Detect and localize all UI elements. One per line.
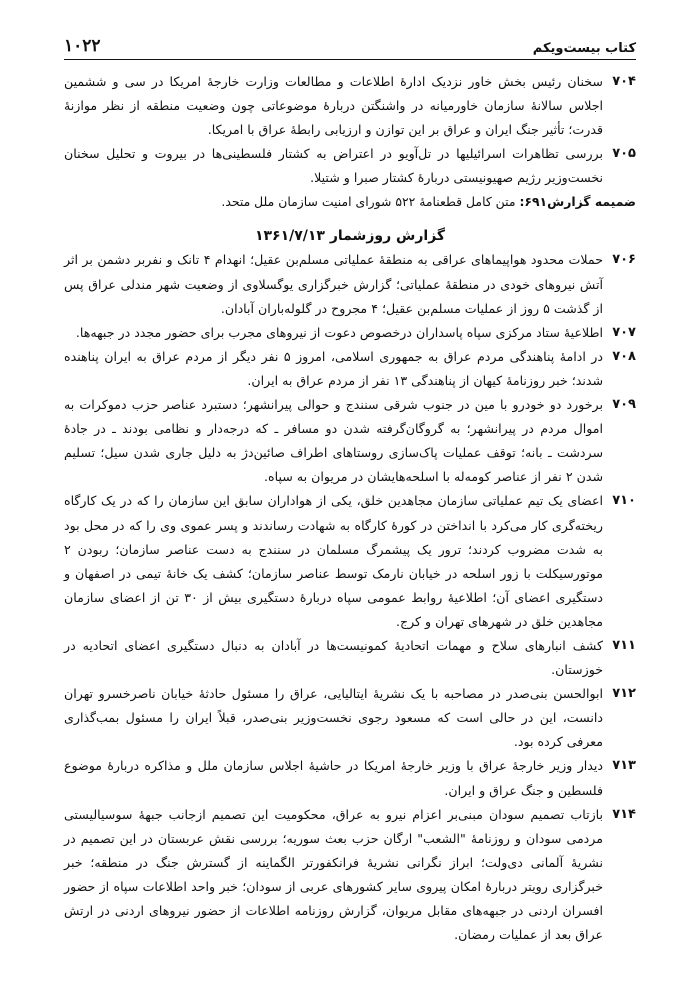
entry-text: برخورد دو خودرو با مین در جنوب شرقی سنندج و حوالی پیرانشهر؛ دستبرد عناصر حزب دموکرات به اموال مردم در پیرانشهر؛ به گروگان‌گرفته شدن دو مسافر ـ که درجه‌دار و نظامی بودند ـ در جادهٔ سردشت ـ بانه؛ توقف عملیات پاک‌سازی روستاهای اطراف صائین‌دژ به دلیل جاری شدن سیل؛ تسلیم شدن ۲ نفر از عناصر کومه‌له با اسلحه‌هایشان در مریوان به سپاه.	[64, 397, 603, 485]
entry	[64, 754, 636, 802]
page-number: ۱۰۲۲	[64, 36, 101, 56]
entry-number: ۷۰۸	[612, 348, 636, 364]
supplement-text: متن کامل قطعنامهٔ ۵۲۲ شورای امنیت سازمان ملل متحد.	[221, 194, 516, 210]
entry-text: اعضای یک تیم عملیاتی سازمان مجاهدین خلق، یکی از هواداران سابق این سازمان را که در یک کارگاه ریخته‌گری کار می‌کرد با انداختن در کورهٔ کارگاه به شهادت رساندند و پسر عموی وی را که در محل بود به شدت مضروب کردند؛ ترور یک پیشمرگ مسلمان در سنندج به دست عناصر سازمان؛ ربودن ۲ موتورسیکلت با زور اسلحه در خیابان نارمک توسط عناصر سازمان؛ کشف یک خانهٔ تیمی در اصفهان و دستگیری اعضای آن؛ اطلاعیهٔ روابط عمومی سپاه دربارهٔ دستگیری بیش از ۳۰ تن از اعضای سازمان مجاهدین خلق در شهرهای تهران و کرج.	[64, 493, 603, 629]
page-header	[64, 30, 636, 60]
entry-text: بررسی تظاهرات اسرائیلیها در تل‌آویو در اعتراض به کشتار فلسطینی‌ها در بیروت و تحلیل سخنان نخست‌وزیر رژیم صهیونیستی دربارهٔ کشتار صبرا و شتیلا.	[64, 146, 603, 186]
entry	[64, 489, 636, 634]
entry-text: حملات محدود هواپیماهای عراقی به منطقهٔ عملیاتی مسلم‌بن عقیل؛ انهدام ۴ تانک و نفربر دشمن بر اثر آتش نیروهای خودی در منطقهٔ عملیاتی؛ گزارش خبرگزاری یوگسلاوی از وضعیت شهر مندلی عراق پس از گذشت ۵ روز از عملیات مسلم‌بن عقیل؛ ۴ مجروح در گلوله‌باران آبادان.	[64, 252, 603, 316]
entry-number: ۷۰۴	[612, 74, 636, 89]
entry-text: کشف انبارهای سلاح و مهمات اتحادیهٔ کمونیست‌ها در آبادان به دنبال دستگیری اعضای اتحادیه در خوزستان.	[64, 637, 603, 678]
supplement-label: ضمیمه گزارش۶۹۱:	[519, 194, 636, 210]
entry	[64, 345, 636, 393]
entry-text: سخنان رئیس بخش خاور نزدیک ادارهٔ اطلاعات و مطالعات وزارت خارجهٔ امریکا در سی و ششمین اجلاس سالانهٔ سازمان خاورمیانه در واشنگتن دربارهٔ موضوعاتی چون وضعیت منطقه از نظر موازنهٔ قدرت؛ تأثیر جنگ ایران و عراق بر این توازن و ارزیابی رابطهٔ عراق با امریکا.	[64, 74, 603, 138]
page-body	[64, 70, 636, 947]
entry	[64, 393, 636, 489]
entry	[64, 248, 636, 320]
entry-number: ۷۰۶	[612, 252, 636, 268]
entry	[64, 634, 636, 682]
entry	[64, 682, 636, 754]
entry-text: دیدار وزیر خارجهٔ عراق با وزیر خارجهٔ امریکا در حاشیهٔ اجلاس سازمان ملل و مذاکره دربارهٔ موضوع فلسطین و جنگ عراق و ایران.	[64, 758, 603, 798]
entry-number: ۷۱۴	[612, 806, 636, 822]
entry-text: بازتاب تصمیم سودان مبنی‌بر اعزام نیرو به عراق، محکومیت این تصمیم ازجانب جبههٔ سوسیالیستی مردمی سودان و روزنامهٔ "الشعب" ارگان حزب بعث سوریه؛ بررسی نقش عربستان در این تصمیم در نشریهٔ آلمانی دی‌ولت؛ ابراز نگرانی نشریهٔ فرانکفورتر الگماینه از گسترش جنگ در منطقه؛ خبر خبرگزاری رویتر دربارهٔ امکان پیروی سایر کشورهای عربی از سودان؛ خبر واحد اطلاعات سپاه از حضور افسران اردنی در جبهه‌های مقابل مریوان، گزارش روزنامه اطلاعات از حضور نیروهای اردنی در ارتش عراق بعد از عملیات رمضان.	[64, 806, 603, 943]
entry	[64, 142, 636, 190]
entry-text: در ادامهٔ پناهندگی مردم عراق به جمهوری اسلامی، امروز ۵ نفر دیگر از مردم عراق به ایران پناهنده شدند؛ خبر روزنامهٔ کیهان از پناهندگی ۱۳ نفر از مردم عراق به ایران.	[64, 348, 603, 388]
entry-number: ۷۰۷	[612, 324, 636, 340]
entry-text: اطلاعیهٔ ستاد مرکزی سپاه پاسداران درخصوص دعوت از نیروهای مجرب برای حضور مجدد در جبهه‌ها.	[75, 324, 603, 340]
entry-number: ۷۱۱	[612, 637, 636, 653]
entry-text: ابوالحسن بنی‌صدر در مصاحبه با یک نشریهٔ ایتالیایی، عراق را مسئول حادثهٔ خیابان ناصرخسرو تهران دانست، این در حالی است که مسعود رجوی نخست‌وزیر بنی‌صدر، قبلاً ایران را مسئول بمب‌گذاری معرفی کرده بود.	[64, 686, 603, 750]
section-title: گزارش روزشمار ۱۳۶۱/۷/۱۳	[254, 228, 446, 245]
entry-number: ۷۰۵	[612, 146, 636, 162]
supplement-note	[64, 190, 636, 213]
entry	[64, 321, 636, 345]
entry-number: ۷۱۲	[612, 686, 636, 702]
entry	[64, 70, 636, 142]
entry-number: ۷۱۳	[612, 758, 636, 774]
entry-number: ۷۰۹	[612, 397, 636, 413]
entry	[64, 803, 636, 948]
book-title: کتاب بیست‌ویکم	[532, 41, 636, 56]
entry-number: ۷۱۰	[612, 493, 636, 509]
